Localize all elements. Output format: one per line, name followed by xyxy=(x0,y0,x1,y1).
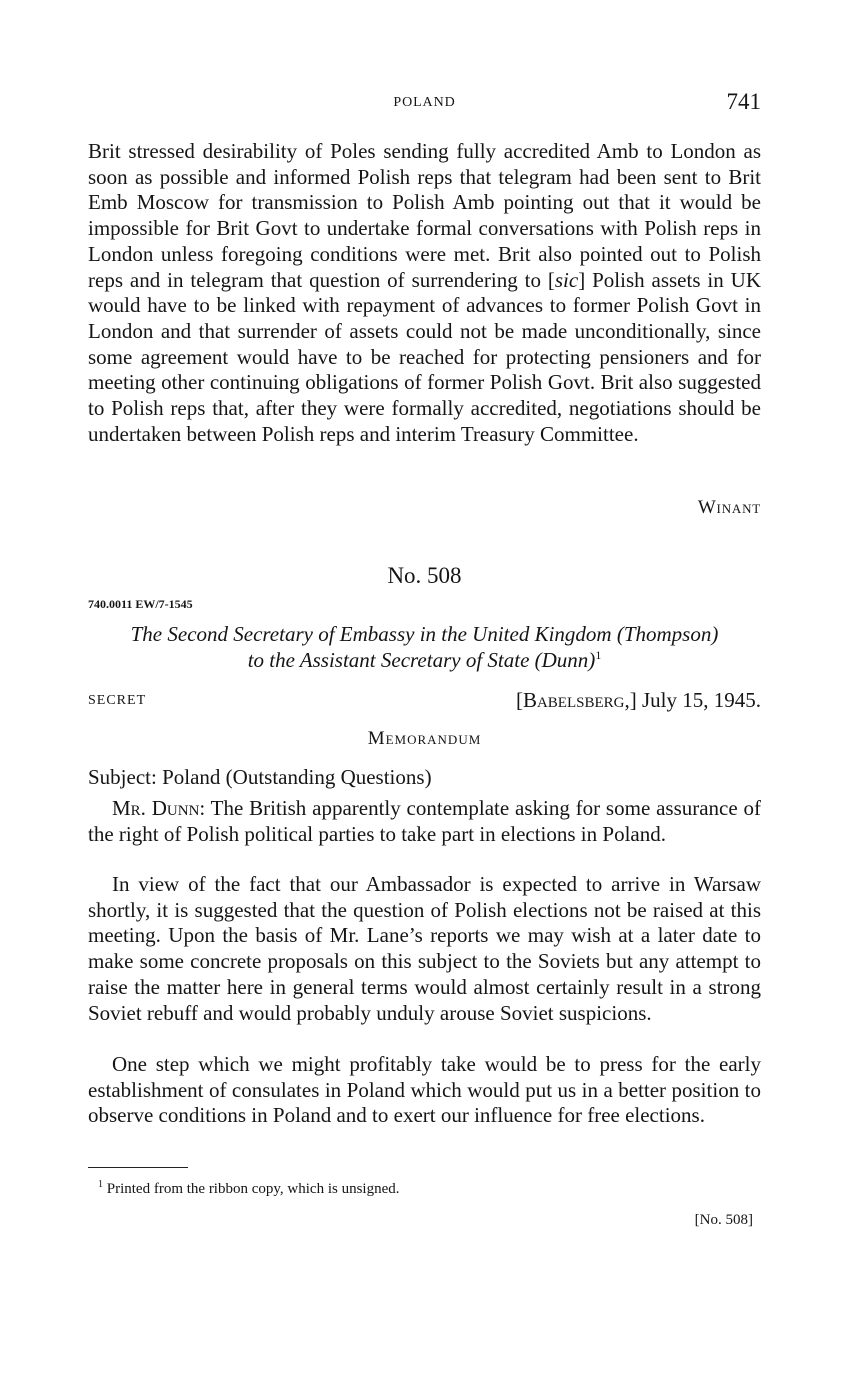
heading-line-1: The Second Secretary of Embassy in the United Kingdom (Thompson) xyxy=(130,622,719,646)
footnote xyxy=(88,1181,399,1198)
file-number: 740.0011 EW/7-1545 xyxy=(88,597,193,611)
sic-note: sic xyxy=(554,267,579,292)
date: July 15, 1945. xyxy=(636,688,761,712)
subject-line: Subject: Poland (Outstanding Questions) xyxy=(88,765,432,789)
classification-label: SECRET xyxy=(88,693,147,708)
footnote-mark: 1 xyxy=(98,1179,103,1190)
paragraph-1-start: Brit stressed desirability of Poles sending fully accredited Amb to London as soon as possible and informed Polish reps that telegram had been sent to Brit Emb Moscow for transmission to Polish Amb pointing out that it would be impossible for Brit Govt to undertake formal conversations with Polish reps in London unless foregoing conditions were met. Brit also pointed out to Polish reps and in telegram that question of surrendering to xyxy=(88,139,761,292)
footnote-divider xyxy=(88,1167,188,1168)
memorandum-title: Memorandum xyxy=(367,728,482,749)
body-paragraph-4: One step which we might profitably take would be to press for the early establishment of consulates in Poland which would put us in a better position to observe conditions in Poland and to exert our influence for free elections. xyxy=(88,1052,761,1128)
footnote-text: Printed from the ribbon copy, which is unsigned. xyxy=(103,1181,400,1197)
body-paragraph-2 xyxy=(88,796,761,847)
body-paragraph-3: In view of the fact that our Ambassador is expected to arrive in Warsaw shortly, it is suggested that the question of Polish elections not be raised at this meeting. Upon the basis of Mr. Lane’s reports we may wish at a later date to make some concrete proposals on this subject to the Soviets but any attempt to raise the matter here in general terms would almost certainly result in a strong Soviet rebuff and would probably unduly arouse Soviet suspicions. xyxy=(88,872,761,1025)
running-head-title: POLAND xyxy=(393,95,456,110)
paragraph-1-end: Polish assets in UK would have to be linked with repayment of advances to former Polish Govt in London and that surrender of assets could not be made unconditionally, since some agreement would have to be reached for protecting pensioners and for meeting other continuing obligations of former Polish Govt. Brit also suggested to Polish reps that, after they were formally accredited, negotiations should be undertaken between Polish reps and interim Treasury Committee. xyxy=(88,267,761,446)
footnote-reference: 1 xyxy=(595,648,602,662)
paragraph-2-text: : The British apparently contemplate asking for some assurance of the right of Polish political parties to take part in elections in Poland. xyxy=(88,796,761,846)
heading-line-2: to the Assistant Secretary of State (Dunn) xyxy=(247,648,596,672)
signature: Winant xyxy=(697,497,761,518)
page-number: 741 xyxy=(726,89,761,114)
document-number: No. 508 xyxy=(387,563,462,588)
place: Babelsberg, xyxy=(522,688,630,712)
dateline: [Babelsberg,] July 15, 1945. xyxy=(515,688,761,712)
speaker-name: Mr. Dunn xyxy=(112,796,200,820)
body-paragraph-1: Brit stressed desirability of Poles sending fully accredited Amb to London as soon as possible and informed Polish reps that telegram had been sent to Brit Emb Moscow for transmission to Polish Amb pointing out that it would be impossible for Brit Govt to undertake formal conversations with Polish reps in London unless foregoing conditions were met. Brit also pointed out to Polish reps and in telegram that question of surrendering to [sic] Polish assets in UK would have to be linked with repayment of advances to former Polish Govt in London and that surrender of assets could not be made unconditionally, since some agreement would have to be reached for protecting pensioners and for meeting other continuing obligations of former Polish Govt. Brit also suggested to Polish reps that, after they were formally accredited, negotiations should be undertaken between Polish reps and interim Treasury Committee. xyxy=(88,139,761,446)
document-heading xyxy=(88,621,761,673)
document-reference: [No. 508] xyxy=(694,1212,753,1228)
running-head xyxy=(88,91,761,119)
